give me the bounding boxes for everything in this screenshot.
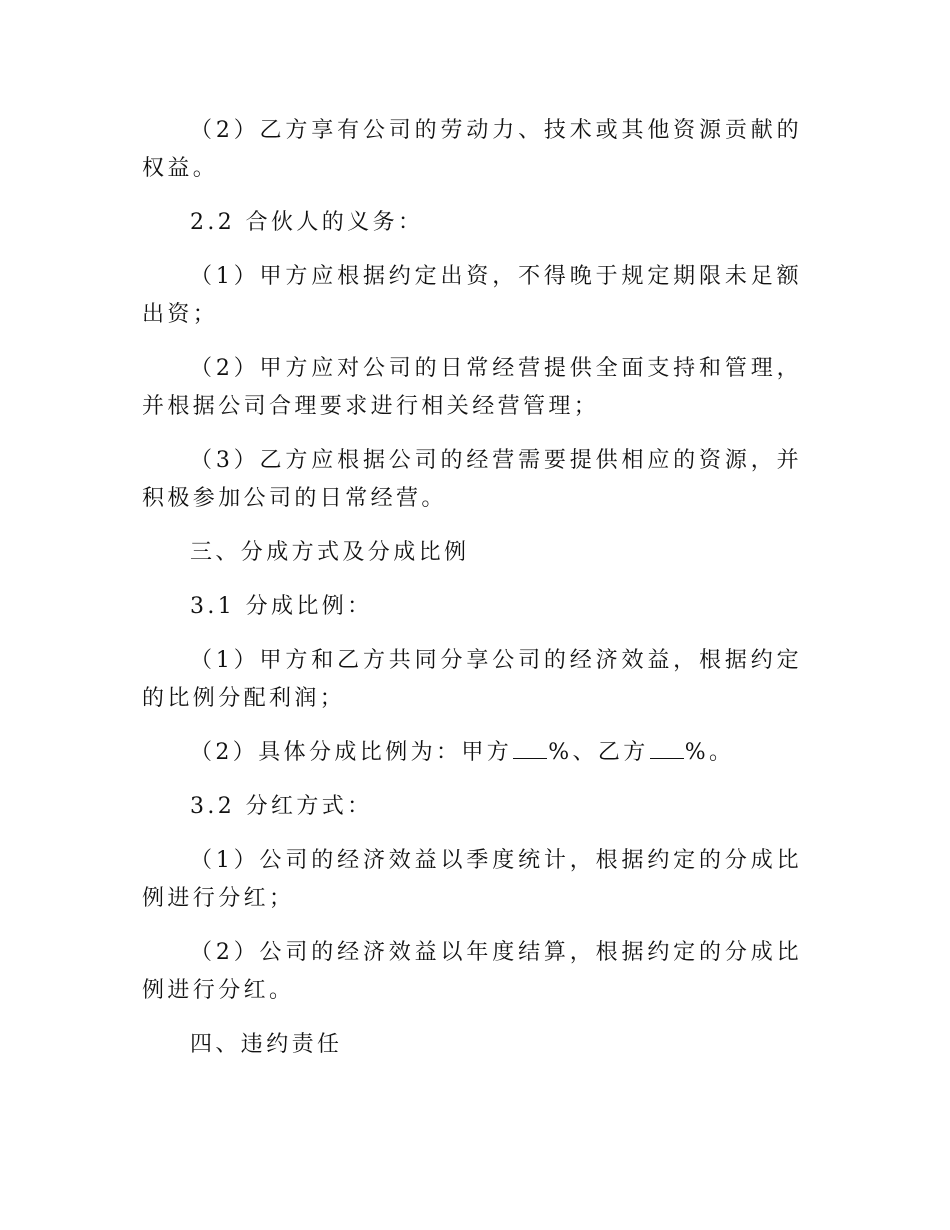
section-heading: 3.1 分成比例： (190, 594, 373, 619)
paragraph: （2）乙方享有公司的劳动力、技术或其他资源贡献的权益。 (142, 118, 802, 181)
paragraph: （2）甲方应对公司的日常经营提供全面支持和管理，并根据公司合理要求进行相关经营管理； (142, 356, 802, 419)
paragraph: （1）公司的经济效益以季度统计，根据约定的分成比例进行分红； (142, 848, 802, 911)
ratio-suffix: %。 (684, 740, 735, 765)
ratio-mid: %、乙方 (548, 740, 649, 765)
section-heading: 2.2 合伙人的义务： (190, 210, 424, 235)
paragraph: （3）乙方应根据公司的经营需要提供相应的资源，并积极参加公司的日常经营。 (142, 448, 802, 511)
section-heading: 3.2 分红方式： (190, 794, 373, 819)
party-b-ratio-blank (650, 738, 684, 759)
party-a-ratio-blank (513, 738, 547, 759)
paragraph: （1）甲方应根据约定出资，不得晚于规定期限未足额出资； (142, 264, 802, 327)
ratio-paragraph (142, 734, 802, 772)
document-body (142, 112, 802, 1080)
chapter-heading: 三、分成方式及分成比例 (190, 540, 470, 565)
paragraph: （1）甲方和乙方共同分享公司的经济效益，根据约定的比例分配利润； (142, 648, 802, 711)
chapter-heading: 四、违约责任 (190, 1032, 343, 1057)
paragraph: （2）公司的经济效益以年度结算，根据约定的分成比例进行分红。 (142, 940, 802, 1003)
ratio-prefix: （2）具体分成比例为：甲方 (190, 740, 513, 765)
